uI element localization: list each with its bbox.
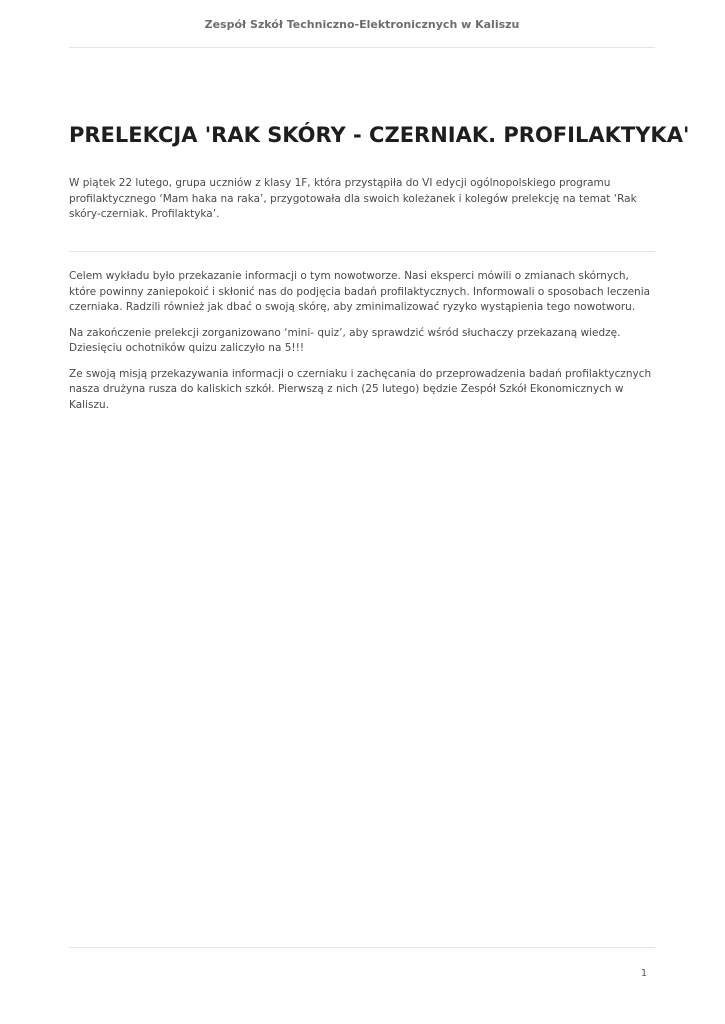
section-divider bbox=[69, 251, 655, 252]
body-paragraph-1: Celem wykładu było przekazanie informacji o tym nowotworze. Nasi eksperci mówili o zmianach skórnych, które powinny zaniepokoić i skłonić nas do podjęcia badań profilaktycznych. Informowali o sposobach leczenia czerniaka. Radzili również jak dbać o swoją skórę, aby zminimalizować ryzyko wystąpienia tego nowotworu. bbox=[69, 270, 651, 313]
body-paragraph-3: Ze swoją misją przekazywania informacji o czerniaku i zachęcania do przeprowadzenia badań profilaktycznych nasza drużyna rusza do kaliskich szkół. Pierwszą z nich (25 lutego) będzie Zespół Szkół Ekonomicznych w Kaliszu. bbox=[69, 367, 652, 411]
intro-paragraph: W piątek 22 lutego, grupa uczniów z klasy 1F, która przystąpiła do VI edycji ogólnopolskiego programu profilaktycznego ‘Mam haka na raka’, przygotowała dla swoich koleżanek i kolegów prelekcję na temat ‘Rak skóry-czerniak. Profilaktyka’. bbox=[69, 177, 637, 220]
page-title: PRELEKCJA 'RAK SKÓRY - CZERNIAK. PROFILAKTYKA' bbox=[69, 123, 690, 147]
school-name: Zespół Szkół Techniczno-Elektronicznych w Kaliszu bbox=[204, 18, 520, 31]
page-number: 1 bbox=[640, 968, 647, 979]
page-header bbox=[69, 0, 655, 48]
footer-divider bbox=[69, 947, 655, 948]
article-body bbox=[69, 269, 655, 423]
body-paragraph-2: Na zakończenie prelekcji zorganizowano ‘mini- quiz’, aby sprawdzić wśród słuchaczy przekazaną wiedzę. Dziesięciu ochotników quizu zaliczyło na 5!!! bbox=[69, 326, 621, 354]
